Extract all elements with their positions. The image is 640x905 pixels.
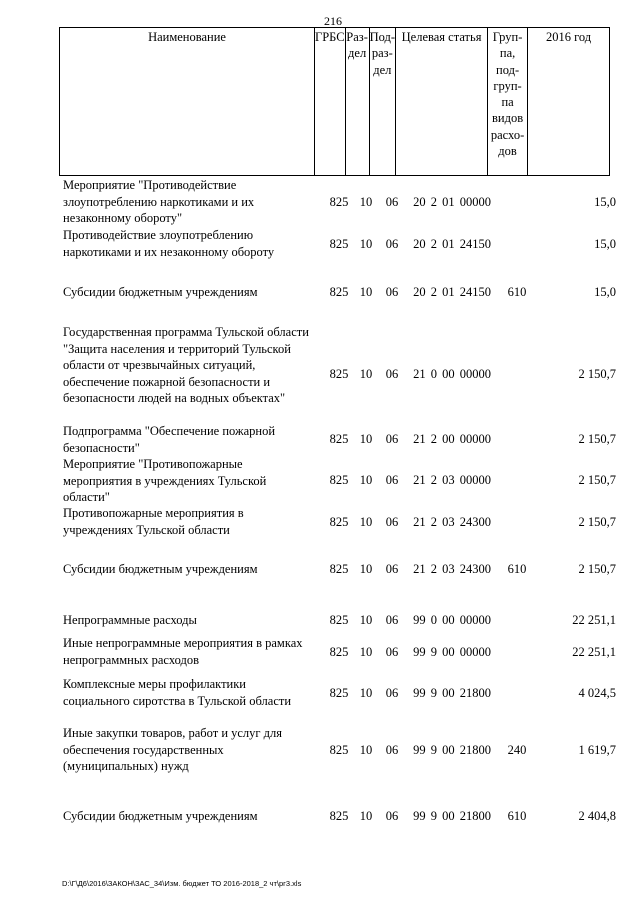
header-gruppa-line: дов: [498, 144, 517, 159]
header-podrazdel-line: раз-: [371, 46, 393, 61]
row-podrazdel: 06: [385, 195, 399, 209]
header-podrazdel-line: дел: [373, 62, 392, 77]
row-year: 2 150,7: [578, 432, 616, 446]
row-gruppa: 240: [507, 743, 527, 757]
row-podrazdel: 06: [385, 562, 399, 576]
row-year: 22 251,1: [572, 645, 616, 659]
row-grbs: 825: [329, 473, 349, 487]
row-name: Иные непрограммные мероприятия в рамках непрограммных расходов: [63, 636, 303, 667]
row-grbs: 825: [329, 809, 349, 823]
row-gruppa: 610: [507, 562, 527, 576]
row-celevaya: 20 2 01 24150: [413, 285, 491, 299]
page-number: 216: [324, 14, 342, 28]
row-podrazdel: 06: [385, 613, 399, 627]
file-path-footer: D:\Г\Д6\2016\ЗАКОН\ЗАС_34\Изм. бюджет ТО 2016-2018_2 чт\рг3.xls: [62, 879, 302, 888]
header-razdel-line: дел: [348, 46, 367, 61]
row-podrazdel: 06: [385, 809, 399, 823]
header-gruppa-line: под-: [496, 62, 520, 77]
row-razdel: 10: [359, 562, 373, 576]
row-podrazdel: 06: [385, 515, 399, 529]
row-year: 2 150,7: [578, 515, 616, 529]
row-celevaya: 20 2 01 00000: [413, 195, 491, 209]
header-gruppa-line: видов: [492, 111, 524, 126]
header-gruppa-line: па,: [499, 46, 516, 61]
row-name: Противодействие злоупотреблению наркотиками и их незаконному обороту: [63, 228, 275, 259]
row-grbs: 825: [329, 195, 349, 209]
row-name: Мероприятие "Противодействие злоупотреблению наркотиками и их незаконному обороту": [63, 178, 255, 225]
header-gruppa-line: груп-: [493, 78, 522, 93]
header-podrazdel-line: Под-: [369, 30, 396, 44]
row-celevaya: 20 2 01 24150: [413, 237, 491, 251]
row-grbs: 825: [329, 285, 349, 299]
header-razdel-line: Раз-: [346, 30, 368, 44]
row-razdel: 10: [359, 686, 373, 700]
row-name: Непрограммные расходы: [63, 613, 197, 627]
row-grbs: 825: [329, 613, 349, 627]
header-grbs: ГРБС: [315, 28, 346, 176]
row-celevaya: 99 9 00 21800: [413, 743, 491, 757]
row-year: 2 150,7: [578, 367, 616, 381]
row-year: 2 404,8: [578, 809, 616, 823]
header-gruppa-line: Груп-: [492, 30, 523, 44]
row-grbs: 825: [329, 432, 349, 446]
row-celevaya: 99 9 00 21800: [413, 809, 491, 823]
row-grbs: 825: [329, 237, 349, 251]
row-podrazdel: 06: [385, 367, 399, 381]
header-year: 2016 год: [528, 28, 610, 176]
row-year: 15,0: [594, 237, 616, 251]
row-razdel: 10: [359, 613, 373, 627]
row-name: Мероприятие "Противопожарные мероприятия в учреждениях Тульской области": [63, 457, 267, 504]
row-celevaya: 99 9 00 21800: [413, 686, 491, 700]
row-grbs: 825: [329, 562, 349, 576]
row-grbs: 825: [329, 686, 349, 700]
row-razdel: 10: [359, 432, 373, 446]
row-razdel: 10: [359, 285, 373, 299]
row-grbs: 825: [329, 367, 349, 381]
row-celevaya: 21 0 00 00000: [413, 367, 491, 381]
row-grbs: 825: [329, 645, 349, 659]
row-name: Подпрограмма "Обеспечение пожарной безопасности": [63, 424, 276, 455]
row-year: 1 619,7: [578, 743, 616, 757]
row-celevaya: 21 2 03 24300: [413, 515, 491, 529]
row-celevaya: 21 2 00 00000: [413, 432, 491, 446]
row-name: Субсидии бюджетным учреждениям: [63, 562, 258, 576]
header-name: Наименование: [60, 28, 315, 176]
header-celevaya: Целевая статья: [396, 28, 488, 176]
row-name: Противопожарные мероприятия в учреждениях Тульской области: [63, 506, 244, 537]
row-year: 2 150,7: [578, 562, 616, 576]
row-grbs: 825: [329, 743, 349, 757]
row-podrazdel: 06: [385, 645, 399, 659]
row-podrazdel: 06: [385, 237, 399, 251]
row-razdel: 10: [359, 743, 373, 757]
row-celevaya: 21 2 03 24300: [413, 562, 491, 576]
row-year: 4 024,5: [578, 686, 616, 700]
row-razdel: 10: [359, 195, 373, 209]
row-podrazdel: 06: [385, 686, 399, 700]
row-gruppa: 610: [507, 809, 527, 823]
row-podrazdel: 06: [385, 473, 399, 487]
row-celevaya: 99 0 00 00000: [413, 613, 491, 627]
row-year: 15,0: [594, 195, 616, 209]
row-razdel: 10: [359, 515, 373, 529]
row-gruppa: 610: [507, 285, 527, 299]
row-celevaya: 99 9 00 00000: [413, 645, 491, 659]
row-name: Иные закупки товаров, работ и услуг для обеспечения государственных (муниципальных) нужд: [63, 726, 283, 773]
row-podrazdel: 06: [385, 743, 399, 757]
row-name: Комплексные меры профилактики социального сиротства в Тульской области: [63, 677, 292, 708]
row-name: Государственная программа Тульской области "Защита населения и территорий Тульской области от чрезвычайных ситуаций, обеспечение пожарной безопасности и безопасности людей на водных объектах": [63, 325, 309, 405]
row-celevaya: 21 2 03 00000: [413, 473, 491, 487]
row-name: Субсидии бюджетным учреждениям: [63, 285, 258, 299]
row-grbs: 825: [329, 515, 349, 529]
row-razdel: 10: [359, 367, 373, 381]
row-podrazdel: 06: [385, 285, 399, 299]
header-gruppa-line: па: [501, 95, 514, 110]
row-name: Субсидии бюджетным учреждениям: [63, 809, 258, 823]
header-gruppa-line: расхо-: [490, 127, 525, 142]
row-razdel: 10: [359, 237, 373, 251]
row-year: 2 150,7: [578, 473, 616, 487]
row-razdel: 10: [359, 645, 373, 659]
row-podrazdel: 06: [385, 432, 399, 446]
row-razdel: 10: [359, 473, 373, 487]
row-year: 15,0: [594, 285, 616, 299]
row-razdel: 10: [359, 809, 373, 823]
row-year: 22 251,1: [572, 613, 616, 627]
